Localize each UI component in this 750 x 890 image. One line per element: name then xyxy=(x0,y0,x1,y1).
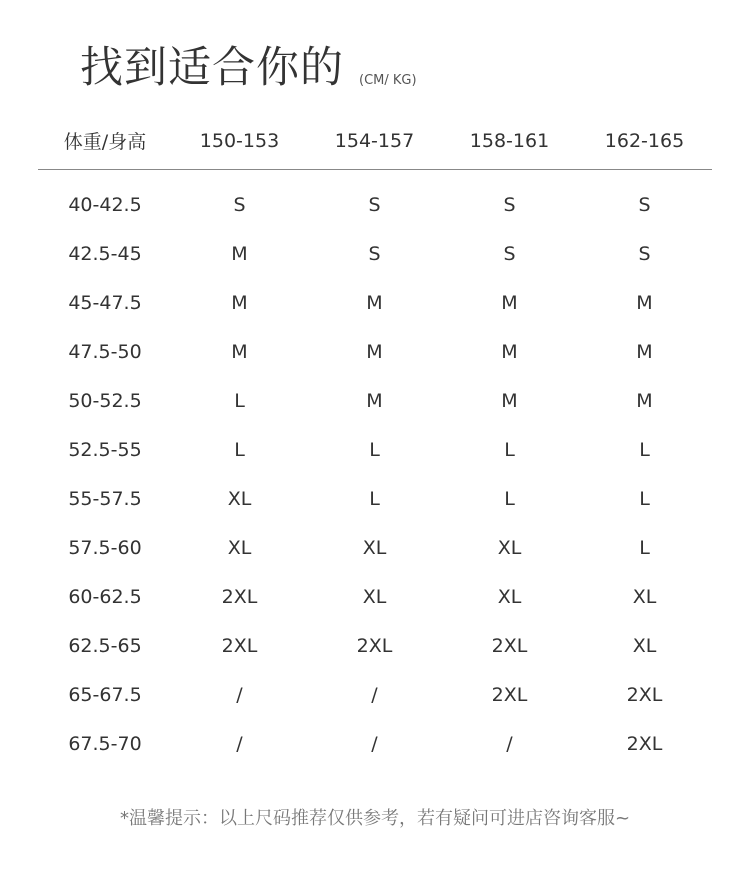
size-cell: S xyxy=(368,193,381,216)
size-cell: M xyxy=(636,291,653,314)
weight-cell: 57.5-60 xyxy=(68,536,142,559)
weight-cell: 67.5-70 xyxy=(68,732,142,755)
size-cell: 2XL xyxy=(221,634,258,657)
weight-cell: 60-62.5 xyxy=(68,585,142,608)
size-cell: M xyxy=(636,340,653,363)
size-cell: L xyxy=(234,389,245,412)
size-cell: 2XL xyxy=(626,732,663,755)
table-row xyxy=(38,229,712,278)
weight-cell: 47.5-50 xyxy=(68,340,142,363)
size-cell: XL xyxy=(362,536,387,559)
size-cell: 2XL xyxy=(491,634,528,657)
size-cell: L xyxy=(234,438,245,461)
size-cell: XL xyxy=(497,585,522,608)
size-cell: S xyxy=(503,242,516,265)
weight-cell: 40-42.5 xyxy=(68,193,142,216)
size-cell: M xyxy=(231,242,248,265)
table-row xyxy=(38,621,712,670)
table-row xyxy=(38,376,712,425)
unit-label: (CM/ KG) xyxy=(359,73,417,88)
size-cell: 2XL xyxy=(356,634,393,657)
weight-cell: 55-57.5 xyxy=(68,487,142,510)
size-cell: M xyxy=(231,340,248,363)
size-cell: L xyxy=(369,487,380,510)
size-cell: / xyxy=(371,732,378,755)
size-cell: XL xyxy=(362,585,387,608)
size-cell: M xyxy=(366,291,383,314)
size-cell: S xyxy=(368,242,381,265)
weight-cell: 45-47.5 xyxy=(68,291,142,314)
header-height-162-165: 162-165 xyxy=(604,129,685,152)
table-row xyxy=(38,572,712,621)
size-cell: / xyxy=(236,732,243,755)
weight-cell: 65-67.5 xyxy=(68,683,142,706)
table-row xyxy=(38,425,712,474)
size-cell: M xyxy=(366,389,383,412)
size-cell: S xyxy=(503,193,516,216)
size-cell: L xyxy=(639,438,650,461)
size-cell: XL xyxy=(227,536,252,559)
size-cell: / xyxy=(236,683,243,706)
header-height-150-153: 150-153 xyxy=(199,129,280,152)
table-header-row xyxy=(38,112,712,170)
table-row xyxy=(38,327,712,376)
weight-cell: 52.5-55 xyxy=(68,438,142,461)
size-cell: XL xyxy=(632,585,657,608)
size-cell: M xyxy=(501,340,518,363)
size-cell: 2XL xyxy=(491,683,528,706)
size-cell: M xyxy=(231,291,248,314)
size-cell: XL xyxy=(227,487,252,510)
table-row xyxy=(38,670,712,719)
size-cell: / xyxy=(506,732,513,755)
size-cell: 2XL xyxy=(626,683,663,706)
size-cell: M xyxy=(501,389,518,412)
weight-cell: 62.5-65 xyxy=(68,634,142,657)
size-cell: M xyxy=(636,389,653,412)
size-cell: L xyxy=(639,536,650,559)
header-weight-height: 体重/身高 xyxy=(63,131,147,153)
size-cell: L xyxy=(369,438,380,461)
size-cell: M xyxy=(366,340,383,363)
header-height-154-157: 154-157 xyxy=(334,129,415,152)
size-cell: / xyxy=(371,683,378,706)
weight-cell: 50-52.5 xyxy=(68,389,142,412)
table-row xyxy=(38,523,712,572)
tip-text: *温馨提示：以上尺码推荐仅供参考，若有疑问可进店咨询客服~ xyxy=(119,808,631,829)
size-cell: 2XL xyxy=(221,585,258,608)
size-cell: S xyxy=(638,242,651,265)
title-row xyxy=(80,38,417,98)
size-cell: S xyxy=(638,193,651,216)
size-cell: XL xyxy=(497,536,522,559)
table-body xyxy=(38,170,712,769)
table-row xyxy=(38,719,712,768)
table-row xyxy=(38,278,712,327)
table-row xyxy=(38,474,712,523)
size-cell: L xyxy=(504,487,515,510)
table-row xyxy=(38,170,712,230)
size-cell: S xyxy=(233,193,246,216)
size-cell: L xyxy=(639,487,650,510)
header-height-158-161: 158-161 xyxy=(469,129,550,152)
size-cell: XL xyxy=(632,634,657,657)
weight-cell: 42.5-45 xyxy=(68,242,142,265)
size-cell: L xyxy=(504,438,515,461)
size-table xyxy=(38,112,712,768)
page-title: 找到适合你的 xyxy=(80,43,344,93)
size-cell: M xyxy=(501,291,518,314)
